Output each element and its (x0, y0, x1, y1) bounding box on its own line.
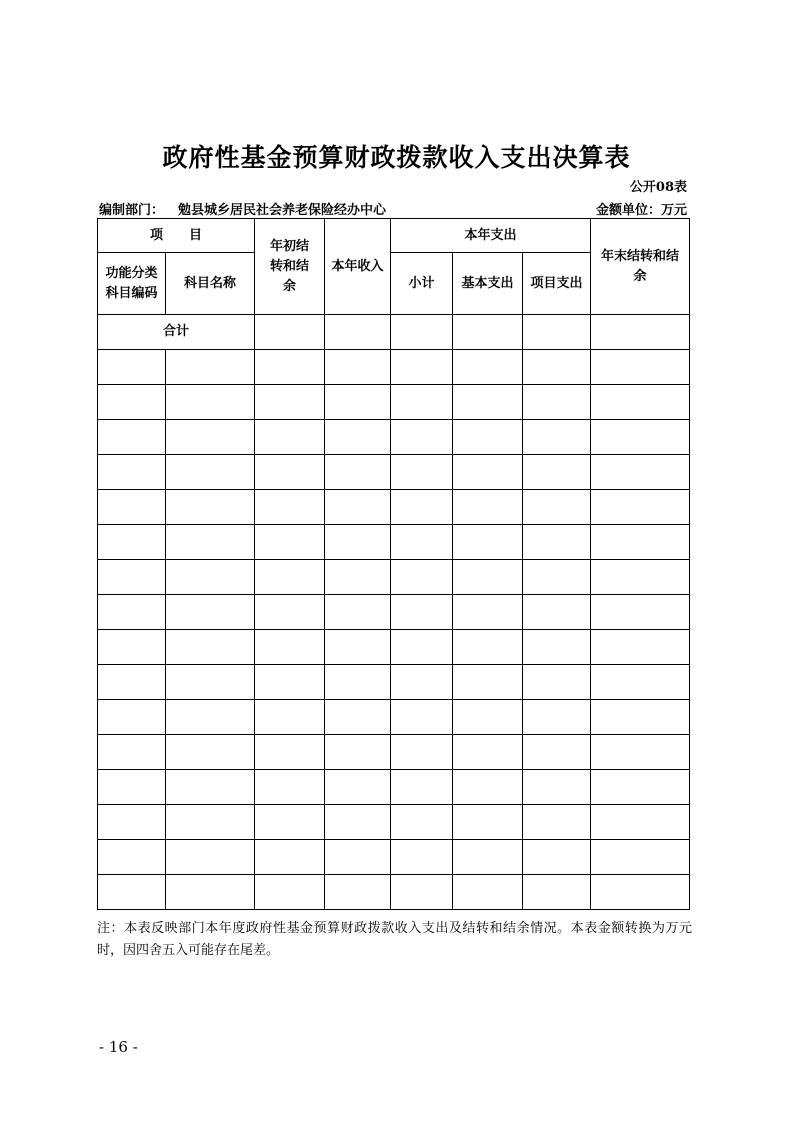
table-cell (523, 700, 591, 735)
table-cell (166, 805, 255, 840)
table-cell (325, 700, 391, 735)
table-row (98, 420, 690, 455)
budget-table (97, 218, 690, 910)
form-number: 公开08表 (629, 180, 687, 195)
table-cell (523, 630, 591, 665)
header-code-text: 功能分类科目编码 (105, 265, 158, 301)
table-cell (591, 735, 690, 770)
table-cell (391, 805, 453, 840)
table-cell (166, 385, 255, 420)
table-cell (98, 770, 166, 805)
table-cell (591, 665, 690, 700)
table-cell (98, 735, 166, 770)
table-cell (166, 420, 255, 455)
table-cell (166, 770, 255, 805)
table-cell (391, 840, 453, 875)
table-cell (98, 560, 166, 595)
table-cell (591, 770, 690, 805)
table-row (98, 595, 690, 630)
total-cell (523, 315, 591, 350)
table-cell (523, 560, 591, 595)
table-cell (591, 875, 690, 910)
table-row (98, 770, 690, 805)
table-cell (255, 875, 325, 910)
table-cell (166, 700, 255, 735)
table-cell (98, 665, 166, 700)
table-cell (453, 385, 523, 420)
table-cell (255, 770, 325, 805)
table-cell (255, 840, 325, 875)
table-cell (591, 420, 690, 455)
table-cell (166, 840, 255, 875)
footnote: 注：本表反映部门本年度政府性基金预算财政拨款收入支出及结转和结余情况。本表金额转换为万元时，因四舍五入可能存在尾差。 (97, 921, 692, 958)
table-cell (98, 385, 166, 420)
table-cell (325, 665, 391, 700)
table-row (98, 490, 690, 525)
table-cell (391, 595, 453, 630)
table-cell (255, 560, 325, 595)
table-cell (166, 630, 255, 665)
table-cell (255, 420, 325, 455)
header-start-balance (255, 219, 325, 315)
table-cell (98, 805, 166, 840)
table-cell (591, 630, 690, 665)
table-cell (98, 455, 166, 490)
page-number: - 16 - (99, 1038, 138, 1056)
table-cell (391, 630, 453, 665)
table-cell (591, 595, 690, 630)
table-row (98, 630, 690, 665)
header-end-balance-text: 年末结转和结余 (601, 248, 680, 284)
table-cell (325, 350, 391, 385)
department-name: 勉县城乡居民社会养老保险经办中心 (178, 203, 387, 218)
table-row (98, 840, 690, 875)
table-cell (453, 560, 523, 595)
table-cell (255, 735, 325, 770)
header-start-balance-text: 年初结转和结余 (270, 238, 310, 294)
header-code (98, 253, 166, 315)
amount-unit: 金额单位：万元 (595, 203, 687, 218)
table-cell (391, 875, 453, 910)
table-cell (453, 875, 523, 910)
table-cell (391, 770, 453, 805)
header-basic: 基本支出 (453, 253, 523, 315)
table-cell (98, 875, 166, 910)
compiling-department (99, 199, 386, 218)
table-cell (325, 420, 391, 455)
table-cell (453, 455, 523, 490)
table-cell (523, 525, 591, 560)
table-cell (523, 875, 591, 910)
table-cell (453, 840, 523, 875)
table-cell (523, 770, 591, 805)
table-cell (391, 665, 453, 700)
table-cell (255, 455, 325, 490)
table-cell (391, 560, 453, 595)
table-cell (523, 385, 591, 420)
table-cell (255, 385, 325, 420)
table-cell (523, 490, 591, 525)
table-cell (325, 875, 391, 910)
table-cell (523, 665, 591, 700)
table-cell (453, 700, 523, 735)
header-subtotal: 小计 (391, 253, 453, 315)
table-cell (453, 490, 523, 525)
table-row (98, 875, 690, 910)
table-cell (591, 805, 690, 840)
table-row (98, 665, 690, 700)
table-cell (98, 700, 166, 735)
header-item: 项 目 (98, 219, 255, 253)
table-cell (391, 455, 453, 490)
table-cell (325, 455, 391, 490)
table-cell (391, 350, 453, 385)
table-cell (166, 350, 255, 385)
table-cell (453, 595, 523, 630)
table-row (98, 385, 690, 420)
table-row (98, 700, 690, 735)
table-row (98, 350, 690, 385)
total-row (98, 315, 690, 350)
table-cell (255, 490, 325, 525)
total-cell (255, 315, 325, 350)
table-cell (591, 840, 690, 875)
table-cell (391, 420, 453, 455)
table-cell (98, 490, 166, 525)
page-title: 政府性基金预算财政拨款收入支出决算表 (162, 143, 631, 172)
table-cell (523, 350, 591, 385)
table-row (98, 525, 690, 560)
header-project: 项目支出 (523, 253, 591, 315)
table-cell (98, 840, 166, 875)
total-label: 合计 (98, 315, 255, 350)
table-cell (166, 560, 255, 595)
table-cell (166, 525, 255, 560)
table-cell (255, 665, 325, 700)
table-cell (166, 490, 255, 525)
table-cell (453, 350, 523, 385)
table-cell (325, 735, 391, 770)
table-cell (453, 805, 523, 840)
header-end-balance (591, 219, 690, 315)
table-cell (255, 350, 325, 385)
table-cell (391, 385, 453, 420)
table-cell (523, 805, 591, 840)
table-cell (325, 630, 391, 665)
table-cell (453, 665, 523, 700)
table-cell (523, 735, 591, 770)
table-cell (591, 525, 690, 560)
table-cell (98, 630, 166, 665)
table-cell (391, 525, 453, 560)
table-cell (453, 630, 523, 665)
table-cell (591, 490, 690, 525)
table-cell (325, 525, 391, 560)
table-cell (166, 875, 255, 910)
table-cell (325, 840, 391, 875)
table-cell (453, 735, 523, 770)
table-cell (391, 490, 453, 525)
total-cell (325, 315, 391, 350)
table-cell (523, 420, 591, 455)
table-cell (591, 385, 690, 420)
header-name: 科目名称 (166, 253, 255, 315)
table-row (98, 805, 690, 840)
table-cell (325, 490, 391, 525)
table-cell (325, 770, 391, 805)
header-income: 本年收入 (325, 219, 391, 315)
table-cell (255, 630, 325, 665)
table-cell (98, 420, 166, 455)
table-cell (325, 560, 391, 595)
table-cell (325, 385, 391, 420)
table-row (98, 735, 690, 770)
table-cell (255, 805, 325, 840)
table-cell (98, 595, 166, 630)
total-cell (591, 315, 690, 350)
table-cell (453, 420, 523, 455)
table-row (98, 455, 690, 490)
table-cell (523, 840, 591, 875)
table-cell (98, 525, 166, 560)
table-cell (591, 560, 690, 595)
total-cell (453, 315, 523, 350)
table-cell (591, 700, 690, 735)
table-cell (325, 595, 391, 630)
table-cell (166, 735, 255, 770)
table-cell (166, 595, 255, 630)
table-cell (255, 595, 325, 630)
table-cell (523, 595, 591, 630)
table-cell (166, 455, 255, 490)
department-label: 编制部门： (99, 203, 165, 218)
table-cell (391, 735, 453, 770)
table-cell (523, 455, 591, 490)
table-row (98, 560, 690, 595)
table-cell (591, 350, 690, 385)
table-cell (98, 350, 166, 385)
table-cell (255, 525, 325, 560)
header-expenditure: 本年支出 (391, 219, 591, 253)
table-cell (255, 700, 325, 735)
table-cell (325, 805, 391, 840)
table-cell (591, 455, 690, 490)
table-cell (166, 665, 255, 700)
table-cell (453, 770, 523, 805)
table-cell (391, 700, 453, 735)
total-cell (391, 315, 453, 350)
table-cell (453, 525, 523, 560)
